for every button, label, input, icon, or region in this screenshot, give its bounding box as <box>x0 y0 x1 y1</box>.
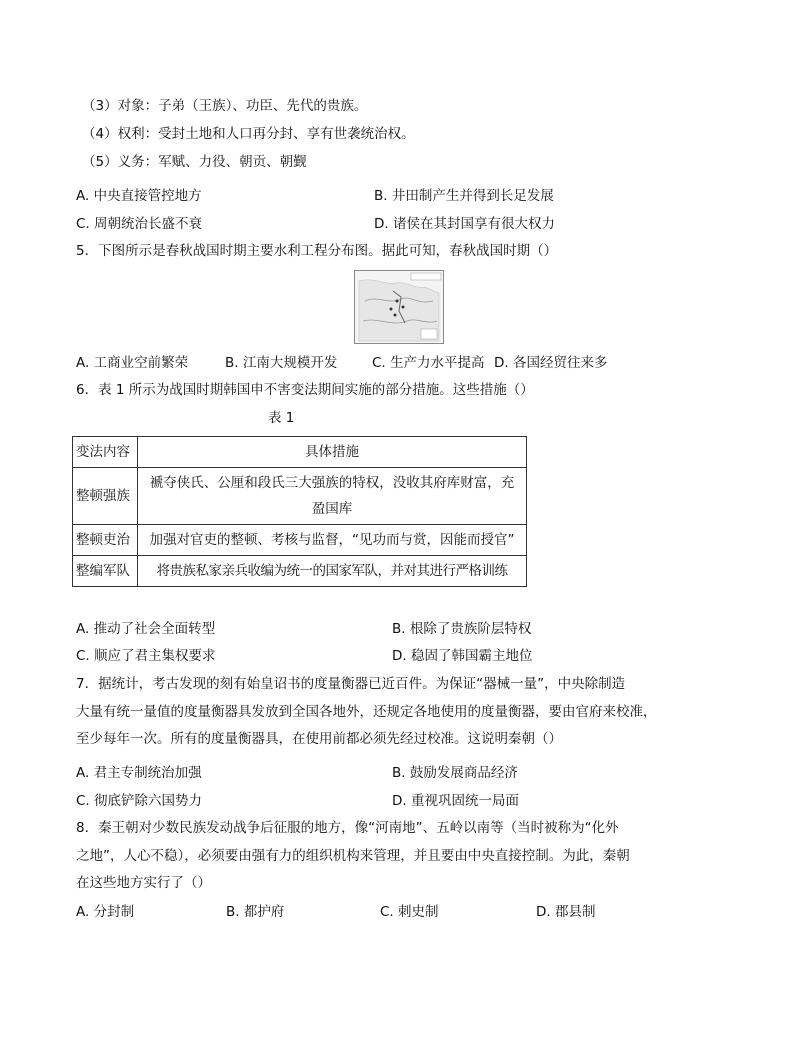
q7-option-d: D. 重视巩固统一局面 <box>392 793 519 809</box>
item-rights: （4）权利：受封土地和人口再分封、享有世袭统治权。 <box>82 126 415 142</box>
q6-option-b: B. 根除了贵族阶层特权 <box>392 621 532 637</box>
q5-stem: 5．下图所示是春秋战国时期主要水利工程分布图。据此可知，春秋战国时期（） <box>76 243 558 259</box>
q7-stem-line: 至少每年一次。所有的度量衡器具，在使用前都必须先经过校准。这说明秦朝（） <box>76 731 562 747</box>
q7-stem-line: 7．据统计，考古发现的刻有始皇诏书的度量衡器已近百件。为保证“器械一量”，中央除制造 <box>76 676 626 692</box>
item-duties: （5）义务：军赋、力役、朝贡、朝觐 <box>82 154 307 170</box>
q7-option-a: A. 君主专制统治加强 <box>76 765 202 781</box>
map-illustration-icon <box>355 271 443 343</box>
q4-option-a: A. 中央直接管控地方 <box>76 188 202 204</box>
table-cell-category: 整编军队 <box>73 556 138 587</box>
q8-option-c: C. 刺史制 <box>380 904 439 920</box>
q7-option-b: B. 鼓励发展商品经济 <box>392 765 518 781</box>
q8-stem-line: 8．秦王朝对少数民族发动战争后征服的地方，像“河南地”、五岭以南等（当时被称为“化外 <box>76 820 619 836</box>
q5-option-a: A. 工商业空前繁荣 <box>76 355 189 371</box>
q7-option-c: C. 彻底铲除六国势力 <box>76 793 203 809</box>
q5-option-c: C. 生产力水平提高 <box>372 355 485 371</box>
q5-option-d: D. 各国经贸往来多 <box>494 355 608 371</box>
q6-option-a: A. 推动了社会全面转型 <box>76 621 216 637</box>
q4-option-b: B. 井田制产生并得到长足发展 <box>374 188 554 204</box>
q5-option-b: B. 江南大规模开发 <box>225 355 338 371</box>
item-objects: （3）对象：子弟（王族）、功臣、先代的贵族。 <box>82 98 368 114</box>
q6-stem: 6．表 1 所示为战国时期韩国申不害变法期间实施的部分措施。这些措施（） <box>76 382 534 398</box>
table-header-cell: 变法内容 <box>73 437 138 468</box>
table-row <box>73 468 527 525</box>
table-row <box>73 556 527 587</box>
q6-option-c: C. 顺应了君主集权要求 <box>76 648 216 664</box>
table-caption: 表 1 <box>268 410 295 426</box>
q8-option-a: A. 分封制 <box>76 904 135 920</box>
table-cell-measure: 加强对官吏的整顿、考核与监督，“见功而与赏，因能而授官” <box>138 525 527 556</box>
table-header-row <box>73 437 527 468</box>
table-row <box>73 525 527 556</box>
q4-option-c: C. 周朝统治长盛不衰 <box>76 216 203 232</box>
q7-stem-line: 大量有统一量值的度量衡器具发放到全国各地外，还规定各地使用的度量衡器，要由官府来校准， <box>76 704 657 720</box>
q8-option-d: D. 郡县制 <box>536 904 596 920</box>
q6-option-d: D. 稳固了韩国霸主地位 <box>392 648 533 664</box>
table-cell-category: 整顿强族 <box>73 468 138 525</box>
q8-stem-line: 之地”，人心不稳），必须要由强有力的组织机构来管理，并且要由中央直接控制。为此，秦朝 <box>76 848 630 864</box>
q4-option-d: D. 诸侯在其封国享有很大权力 <box>374 216 555 232</box>
table-cell-measure: 褫夺侠氏、公厘和段氏三大强族的特权，没收其府库财富，充盈国库 <box>138 468 527 525</box>
q8-option-b: B. 都护府 <box>226 904 285 920</box>
table-cell-measure: 将贵族私家亲兵收编为统一的国家军队，并对其进行严格训练 <box>138 556 527 587</box>
reform-measures-table <box>72 436 527 587</box>
table-cell-category: 整顿吏治 <box>73 525 138 556</box>
q8-stem-line: 在这些地方实行了（） <box>76 875 211 891</box>
table-header-cell: 具体措施 <box>138 437 527 468</box>
water-projects-map-image <box>354 270 444 344</box>
